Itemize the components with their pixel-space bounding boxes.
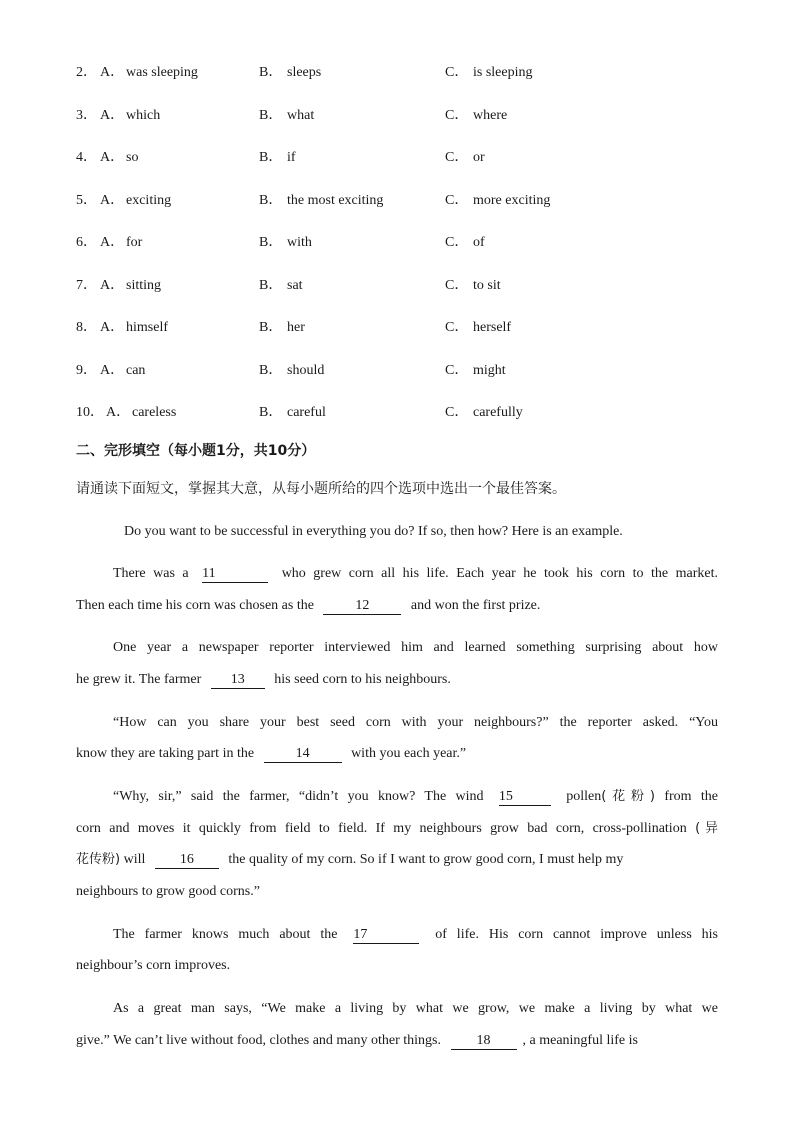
option-a: A． for (100, 235, 143, 250)
option-c: C． herself (445, 320, 512, 335)
option-b: B． what (259, 108, 315, 123)
option-c: C． to sit (445, 278, 501, 293)
option-c: C． carefully (445, 405, 523, 420)
blank-16[interactable]: 16 (155, 852, 219, 869)
option-row-7 (76, 275, 716, 297)
blank-18[interactable]: 18 (451, 1033, 517, 1050)
option-row-5 (76, 190, 716, 212)
section-title: 二、完形填空（每小题1分，共10分） (76, 443, 316, 459)
option-a: A． sitting (100, 278, 162, 293)
blank-15[interactable]: 15 (499, 789, 551, 806)
passage-line: he grew it. The farmer 13 his seed corn to his neighbours. (76, 672, 451, 687)
passage-line: “How can you share your best seed corn with your neighbours?” the reporter asked. “You (113, 715, 718, 730)
option-row-10 (76, 402, 716, 424)
question-number: 4． (76, 150, 97, 165)
option-c: C． or (445, 150, 485, 165)
passage-line: neighbour’s corn improves. (76, 958, 231, 973)
option-b: B． with (259, 235, 312, 250)
blank-17[interactable]: 17 (353, 927, 419, 944)
option-a: A． careless (106, 405, 177, 420)
question-number: 2． (76, 65, 97, 80)
passage-line: give.” We can’t live without food, clothes and many other things. 18 , a meaningful life is (76, 1033, 638, 1048)
option-a: A． exciting (100, 193, 172, 208)
option-a: A． can (100, 363, 146, 378)
option-c: C． is sleeping (445, 65, 533, 80)
passage-line: One year a newspaper reporter interviewed him and learned something surprising about how (113, 640, 718, 655)
passage-line: “Why, sir,” said the farmer, “didn’t you know? The wind 15 pollen(花粉) from the (113, 789, 719, 804)
question-number: 3． (76, 108, 97, 123)
option-c: C． might (445, 363, 506, 378)
passage-line: know they are taking part in the 14 with you each year.” (76, 746, 467, 761)
option-b: B． the most exciting (259, 193, 384, 208)
blank-12[interactable]: 12 (323, 598, 401, 615)
option-c: C． of (445, 235, 485, 250)
question-number: 7． (76, 278, 97, 293)
option-row-2 (76, 62, 716, 84)
option-a: A． so (100, 150, 139, 165)
option-a: A． was sleeping (100, 65, 198, 80)
passage-line: neighbours to grow good corns.” (76, 884, 260, 899)
option-c: C． more exciting (445, 193, 551, 208)
question-number: 9． (76, 363, 97, 378)
blank-13[interactable]: 13 (211, 672, 265, 689)
option-b: B． if (259, 150, 296, 165)
option-row-3 (76, 105, 716, 127)
question-number: 5． (76, 193, 97, 208)
option-b: B． sat (259, 278, 303, 293)
blank-14[interactable]: 14 (264, 746, 342, 763)
option-row-8 (76, 317, 716, 339)
option-b: B． should (259, 363, 325, 378)
option-a: A． which (100, 108, 161, 123)
passage-line: There was a 11 who grew corn all his life. Each year he took his corn to the market. (113, 566, 719, 581)
question-number: 6． (76, 235, 97, 250)
blank-11[interactable]: 11 (202, 566, 268, 583)
option-b: B． her (259, 320, 305, 335)
passage-line: The farmer knows much about the 17 of life. His corn cannot improve unless his (113, 927, 718, 942)
option-b: B． sleeps (259, 65, 322, 80)
option-row-6 (76, 232, 716, 254)
passage-line: As a great man says, “We make a living by what we grow, we make a living by what we (113, 1001, 718, 1016)
passage-intro: Do you want to be successful in everything you do? If so, then how? Here is an example. (124, 524, 623, 539)
option-c: C． where (445, 108, 508, 123)
passage-line: Then each time his corn was chosen as the 12 and won the first prize. (76, 598, 541, 613)
question-number: 8． (76, 320, 97, 335)
option-row-4 (76, 147, 716, 169)
question-number: 10． (76, 405, 104, 420)
option-a: A． himself (100, 320, 168, 335)
option-row-9 (76, 360, 716, 382)
section-instruction: 请通读下面短文，掌握其大意，从每小题所给的四个选项中选出一个最佳答案。 (76, 481, 566, 497)
passage-line: corn and moves it quickly from field to field. If my neighbours grow bad corn, cross-pollination (异 (76, 821, 719, 836)
option-b: B． careful (259, 405, 326, 420)
passage-line: 花传粉) will 16 the quality of my corn. So if I want to grow good corn, I must help my (76, 852, 624, 867)
